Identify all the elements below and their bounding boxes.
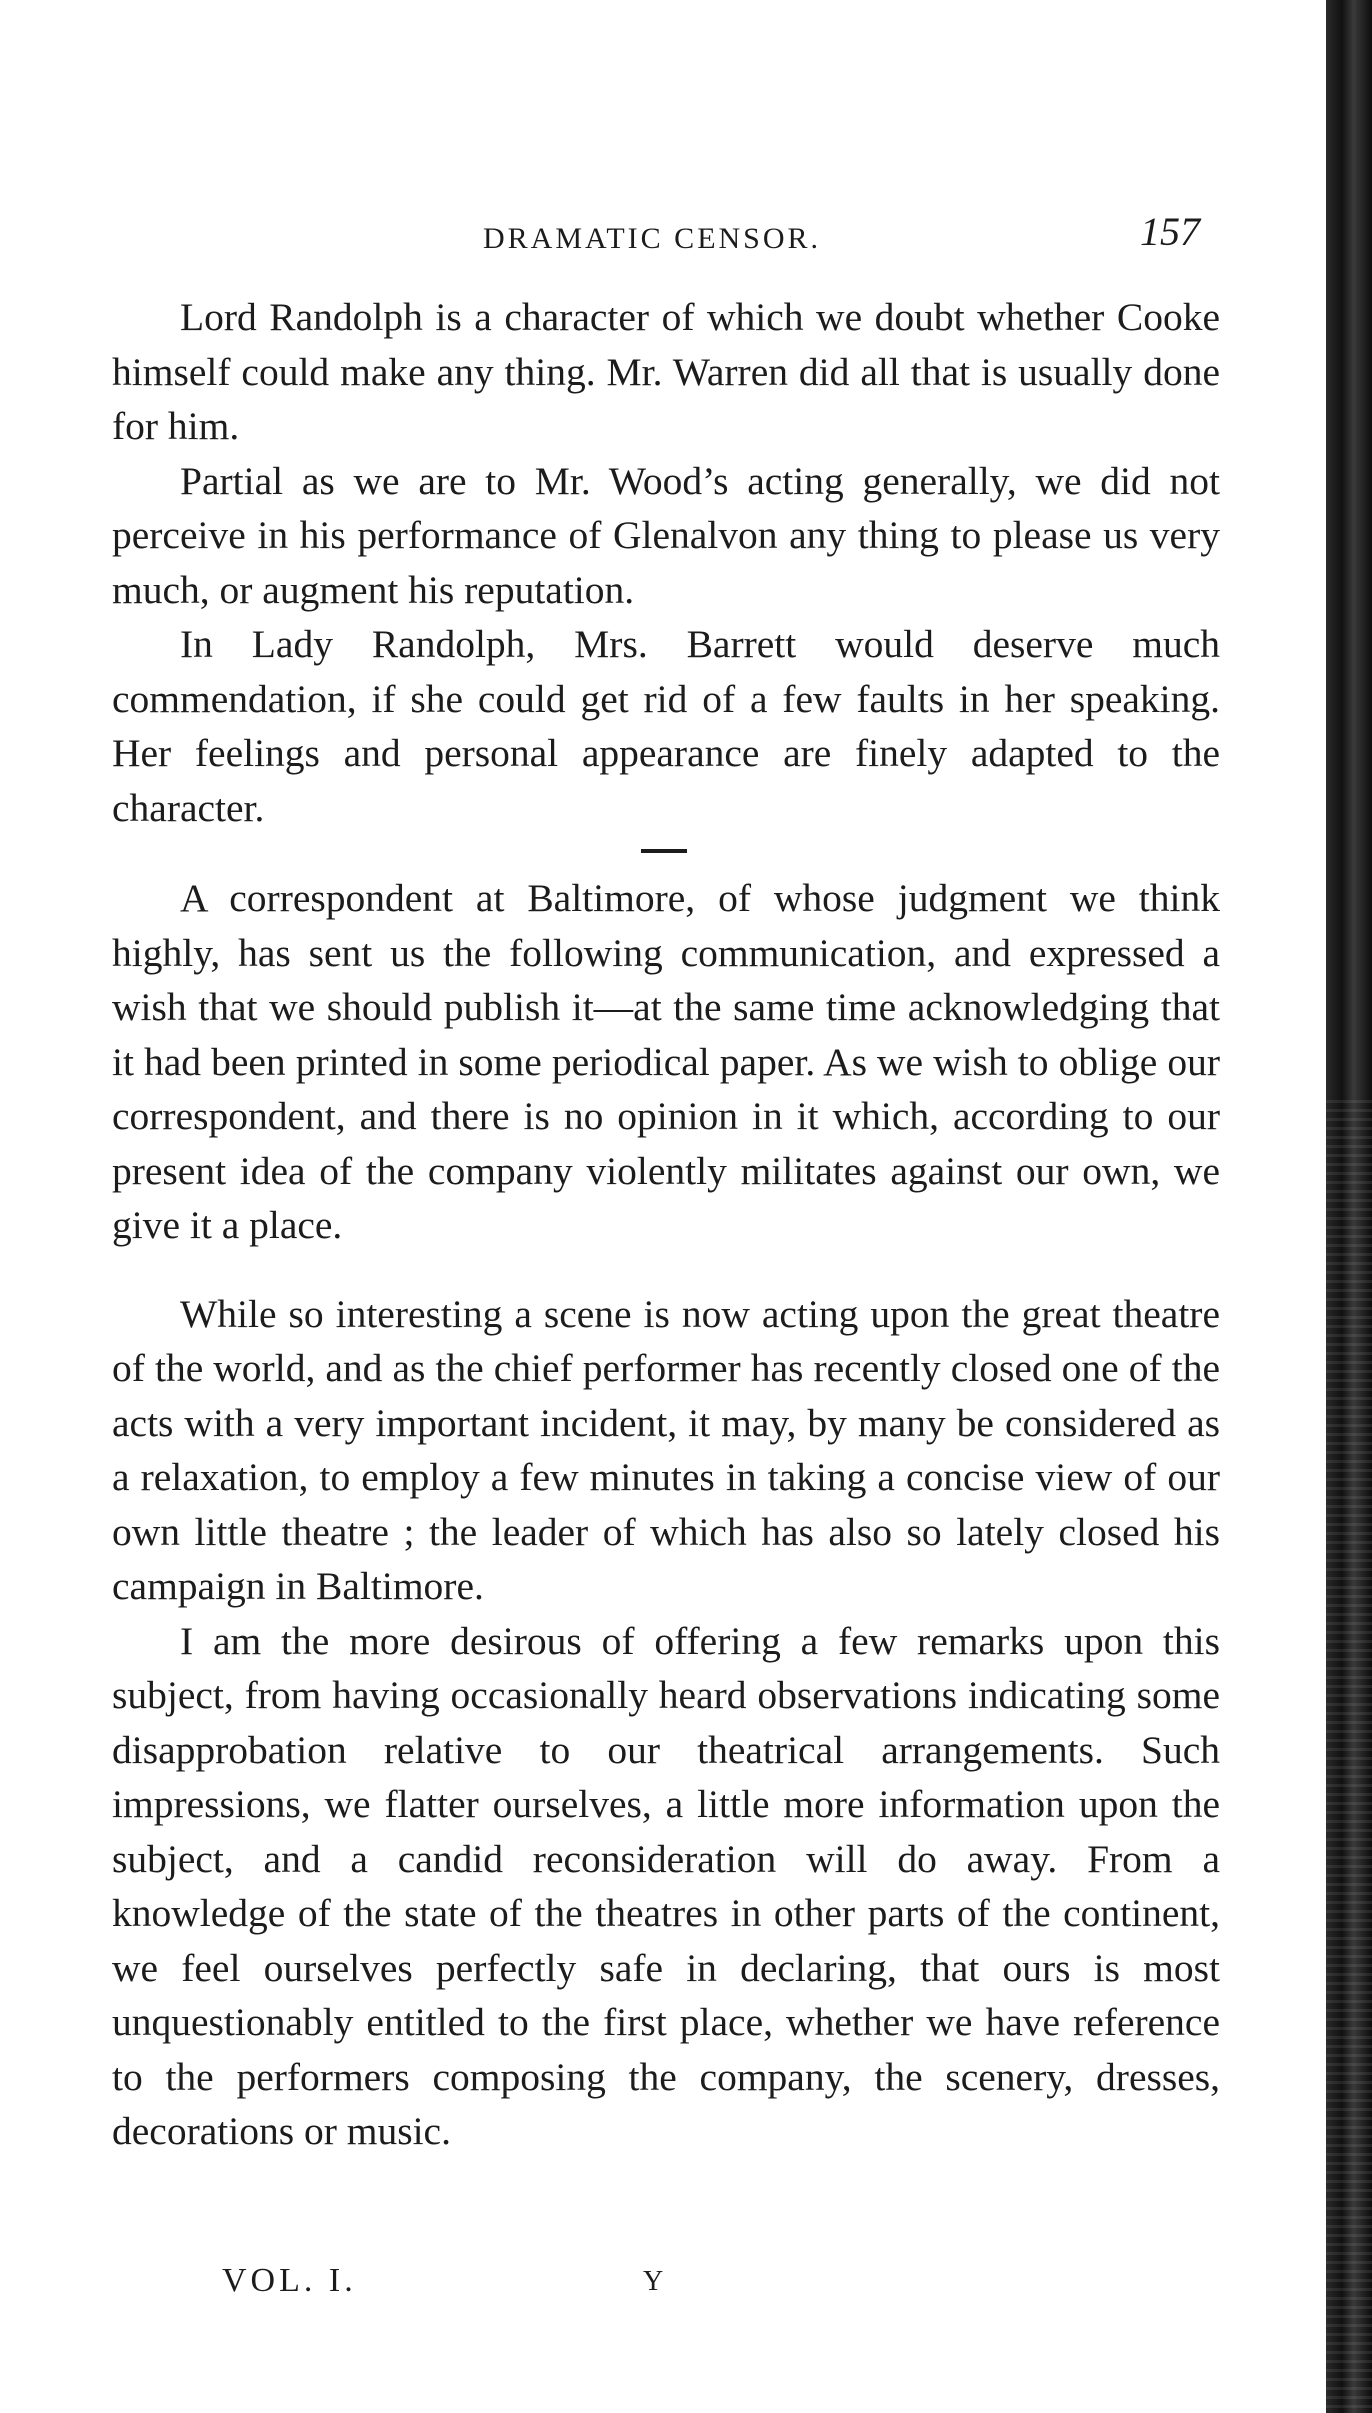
paragraph-correspondent: A correspondent at Baltimore, of whose judgment we think highly, has sent us the following communication, and expressed a wish that we should publish it—at the same time acknowledging that it had been printed in some periodical paper. As we wish to oblige our correspondent, and there is no opinion in it which, according to our present idea of the company violently militates against our own, we give it a place. — [112, 876, 1220, 1247]
page-edge-texture — [1326, 1100, 1372, 2413]
volume-marker: VOL. I. — [222, 2262, 357, 2299]
running-head-title: DRAMATIC CENSOR. — [483, 222, 822, 255]
running-head — [0, 208, 1310, 258]
section-divider — [641, 849, 687, 853]
paragraph-mr-wood: Partial as we are to Mr. Wood’s acting generally, we did not perceive in his performance of Glenalvon any thing to please us very much, or augment his reputation. — [112, 458, 1220, 612]
paragraph-interesting-scene: While so interesting a scene is now acting upon the great theatre of the world, and as the chief performer has recently closed one of the acts with a very important incident, it may, by many be considered as a relaxation, to employ a few minutes in taking a concise view of our own little theatre ; the leader of which has also so lately closed his campaign in Baltimore. — [112, 1291, 1220, 1608]
signature-mark: Y — [643, 2266, 664, 2297]
page-number: 157 — [1140, 209, 1200, 254]
paragraph-lady-randolph: In Lady Randolph, Mrs. Barrett would deserve much commendation, if she could get rid of a few faults in her speaking. Her feelings and personal appearance are finely adapted to the character. — [112, 622, 1220, 830]
body-text — [112, 290, 1220, 2159]
paragraph-desirous: I am the more desirous of offering a few remarks upon this subject, from having occasionally heard observations indicating some disapprobation relative to our theatrical arrangements. Such impressions, we flatter ourselves, a little more information upon the subject, and a candid reconsideration will do away. From a knowledge of the state of the theatres in other parts of the continent, we feel ourselves perfectly safe in declaring, that ours is most unquestionably entitled to the first place, whether we have reference to the performers composing the company, the scenery, dresses, decorations or music. — [112, 1618, 1220, 2153]
paragraph-lord-randolph: Lord Randolph is a character of which we doubt whether Cooke himself could make any thing. Mr. Warren did all that is usually done for him. — [112, 295, 1220, 448]
